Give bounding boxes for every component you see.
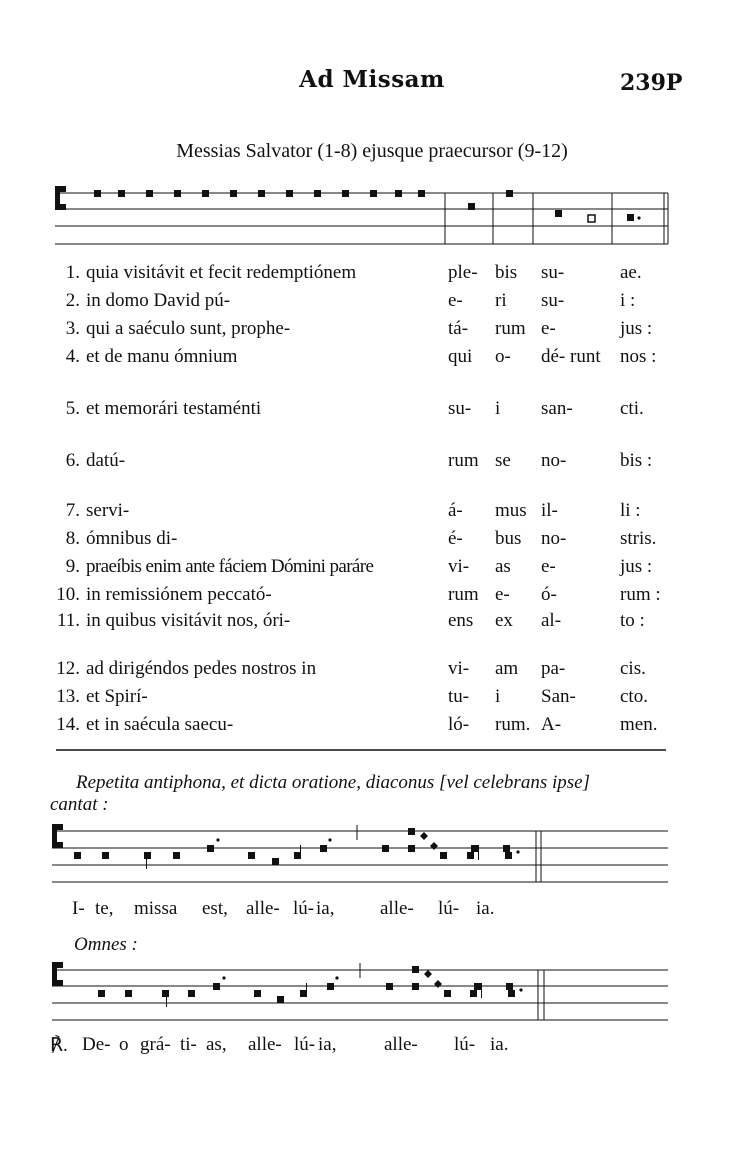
lyric-syllable: o [119,1034,129,1055]
verse-text: in quibus visitávit nos, óri- [86,610,291,631]
verse-number: 2. [65,290,80,311]
verse-syllable: no- [541,450,567,471]
verse-number: 13. [56,686,80,707]
lyric-syllable: te, [95,898,114,919]
verse-syllable: San- [541,686,576,707]
verse-syllable: rum [448,584,479,605]
verse-syllable: á- [448,500,463,521]
verse-syllable: cis. [620,658,646,679]
verse-text: in domo David pú- [86,290,231,311]
verse-syllable: ó- [541,584,557,605]
verse-number: 7. [65,500,80,521]
verse-syllable: rum. [495,714,531,735]
verse-syllable: A- [541,714,562,735]
page-number: 239P [620,70,683,96]
lyric-syllable: I- [72,898,85,919]
verse-syllable: vi- [448,556,470,577]
verse-syllable: jus : [620,556,653,577]
deo-staff [52,963,668,1020]
verse-syllable: qui [448,346,473,367]
verse-syllable: am [495,658,519,679]
rubric-line-1: Repetita antiphona, et dicta oratione, diaconus [vel celebrans ipse] [76,772,590,793]
verse-number: 11. [56,610,80,631]
verse-text: qui a saéculo sunt, prophe- [86,318,291,339]
verse-text: servi- [86,500,130,521]
verse-syllable: tu- [448,686,470,707]
verse-number: 8. [65,528,80,549]
lyric-syllable: lú- [293,898,315,919]
verse-syllable: cti. [620,398,644,419]
lyric-syllable: ia. [490,1034,509,1055]
deo-notes [52,962,523,1007]
verse-text: datú- [86,450,126,471]
verse-syllable: ple- [448,262,478,283]
lyric-syllable: lú- [438,898,460,919]
verse-text: ad dirigéndos pedes nostros in [86,658,317,679]
page-title: Ad Missam [299,66,445,93]
verse-syllable: su- [541,262,565,283]
verse-number: 9. [65,556,80,577]
verse-number: 14. [56,714,80,735]
verse-syllable: as [495,556,511,577]
verse-syllable: pa- [541,658,566,679]
verse-syllable: bis [495,262,518,283]
verse-number: 10. [56,584,80,605]
verse-syllable: i [495,686,501,707]
verse-syllable: jus : [620,318,653,339]
lyric-syllable: ia, [318,1034,337,1055]
lyric-syllable: est, [202,898,228,919]
verse-text: et de manu ómnium [86,346,238,367]
lyric-syllable: De- [82,1034,111,1055]
verse-number: 5. [65,398,80,419]
lyric-syllable: grá- [140,1034,171,1055]
verse-syllable: mus [495,500,527,521]
verse-syllable: e- [541,318,556,339]
verse-syllable: e- [541,556,556,577]
verse-syllable: ri [495,290,507,311]
verse-syllable: é- [448,528,463,549]
verse-text: in remissiónem peccató- [86,584,272,605]
verse-number: 6. [65,450,80,471]
lyric-syllable: lú- [294,1034,316,1055]
verse-text: praeíbis enim ante fáciem Dómini paráre [86,556,374,577]
verse-syllable: tá- [448,318,469,339]
verse-syllable: ló- [448,714,470,735]
verse-syllable: cto. [620,686,648,707]
verse-text: quia visitávit et fecit redemptiónem [86,262,357,283]
verse-number: 1. [65,262,80,283]
verse-number: 3. [65,318,80,339]
verse-syllable: no- [541,528,567,549]
verse-syllable: se [495,450,511,471]
verse-text: et Spirí- [86,686,148,707]
verse-syllable: i : [620,290,636,311]
rubric-line-2: cantat : [50,794,109,815]
verse-syllable: e- [495,584,510,605]
verse-syllable: il- [541,500,558,521]
verse-text: ómnibus di- [86,528,178,549]
verse-syllable: li : [620,500,641,521]
lyric-syllable: ia. [476,898,495,919]
verse-number: 12. [56,658,80,679]
verse-syllable: men. [620,714,658,735]
lyric-syllable: alle- [384,1034,418,1055]
lyric-syllable: ti- [180,1034,197,1055]
lyric-syllable: alle- [380,898,414,919]
psalm-tone-staff [55,193,668,244]
lyric-syllable: as, [206,1034,227,1055]
verse-syllable: san- [541,398,573,419]
verse-syllable: o- [495,346,511,367]
verse-syllable: i [495,398,501,419]
verse-number: 4. [65,346,80,367]
verse-syllable: rum [495,318,526,339]
verse-syllable: stris. [620,528,657,549]
verse-syllable: rum [448,450,479,471]
verse-syllable: rum : [620,584,661,605]
verse-syllable: ex [495,610,513,631]
verse-syllable: to : [620,610,645,631]
lyric-syllable: missa [134,898,178,919]
verse-syllable: e- [448,290,463,311]
verse-syllable: bis : [620,450,653,471]
response-sign: ℟. [50,1035,68,1056]
lyric-syllable: ia, [316,898,335,919]
lyric-syllable: alle- [246,898,280,919]
lyric-syllable: alle- [248,1034,282,1055]
verse-syllable: al- [541,610,562,631]
verse-text: et memorári testaménti [86,398,262,419]
verse-text: et in saécula saecu- [86,714,234,735]
verse-syllable: bus [495,528,522,549]
section-subtitle: Messias Salvator (1-8) ejusque praecursor (9-12) [176,140,568,162]
verse-syllable: su- [448,398,472,419]
verse-syllable: ens [448,610,474,631]
verse-syllable: vi- [448,658,470,679]
lyric-syllable: lú- [454,1034,476,1055]
omnes-label: Omnes : [74,934,138,955]
psalm-tone-notes [55,186,641,222]
verse-syllable: ae. [620,262,642,283]
verse-syllable: su- [541,290,565,311]
verse-syllable: dé- runt [541,346,601,367]
verse-syllable: nos : [620,346,657,367]
